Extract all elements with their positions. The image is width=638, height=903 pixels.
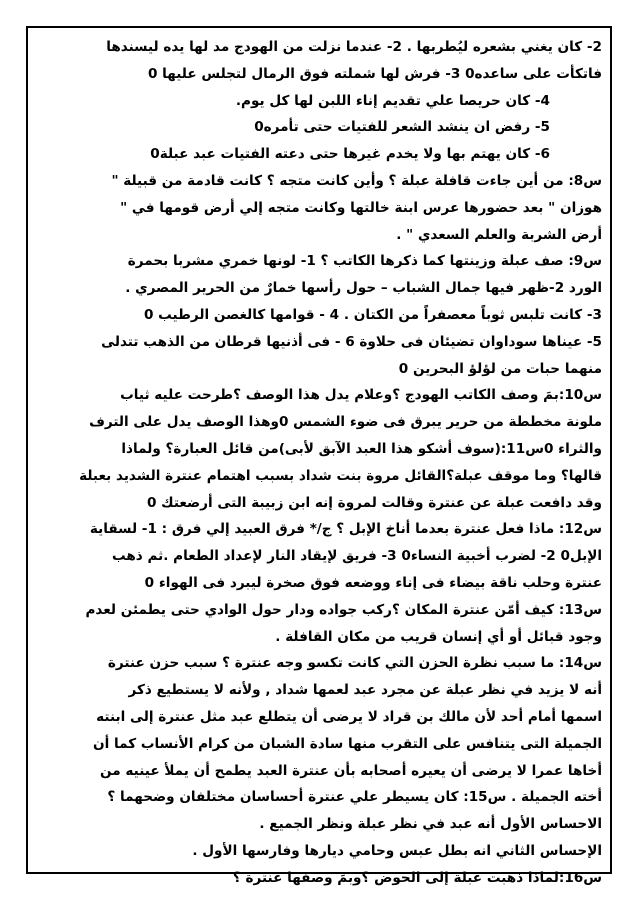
text-line: منهما حبات من لؤلؤ البحرين 0: [398, 360, 602, 377]
text-line: أخته الجميلة . س15: كان يسيطر علي عنترة أحساسان مختلفان وضحهما ؟: [107, 789, 602, 806]
text-line: والثراء 0س11:(سوف أشكو هذا العبد الآبق لأبى)من قائل العبارة؟ ولماذا: [121, 440, 602, 457]
text-line: وجود قبائل أو أي إنسان قريب من مكان القافلة .: [275, 628, 602, 645]
text-line: هوزان " بعد حضورها عرس ابنة خالتها وكانت متجه إلي أرض قومها في ": [120, 199, 602, 216]
text-line: وقد دافعت عبلة عن عنترة وقالت لمروة إنه ابن زبيبة التى أرضعتك 0: [146, 494, 602, 511]
text-line: أرض الشربة والعلم السعدي " .: [396, 226, 602, 243]
text-line: قالها؟ وما موقف عبلة؟القائل مروة بنت شداد بسبب اهتمام عنترة الشديد بعبلة: [79, 467, 602, 484]
text-line: س9: صف عبلة وزينتها كما ذكرها الكاتب ؟ 1- لونها خمري مشربا بحمرة: [127, 253, 602, 270]
text-line: عنترة وحلب ناقة بيضاء فى إناء ووضعه فوق صخرة ليبرد فى الهواء 0: [144, 574, 602, 591]
text-line: س13: كيف أمّن عنترة المكان ؟ركب جواده ودار حول الوادي حتى يطمئن لعدم: [85, 601, 602, 618]
text-line: الورد 2-ظهر فيها جمال الشباب – حول رأسها خمارٌ من الحرير المصري .: [125, 280, 602, 297]
text-line: أخاها عمرا لا يرضى أن يعيره أصحابه بأن عنترة العبد يطمح أن يملأ عينيه من: [100, 762, 602, 779]
text-line: الاحساس الأول أنه عبد في نظر عبلة ونظر الجميع .: [259, 816, 602, 833]
text-line: س8: من أين جاءت قافلة عبلة ؟ وأين كانت متجه ؟ كانت قادمة من قبيلة ": [111, 172, 602, 189]
text-line: 2- كان يغني بشعره ليُطربها . 2- عندما نزلت من الهودج مد لها يده ليسندها: [106, 39, 602, 55]
text-line: س14: ما سبب نظرة الحزن التي كانت تكسو وجه عنترة ؟ سبب حزن عنترة: [107, 655, 602, 672]
text-line: أنه لا يزيد في نظر عبلة عن مجرد عبد لعمها شداد , ولأنه لا يستطيع ذكر: [128, 682, 602, 699]
text-line: ملونة مخططة من حرير يبرق فى ضوء الشمس 0وهذا الوصف يدل على الترف: [89, 414, 602, 431]
document-body: [36, 34, 602, 892]
text-line: الجميلة التى يتنافس على التقرب منها سادة الشبان من كرام الأنساب كما أن: [93, 735, 602, 752]
text-line: فاتكأت على ساعده0 3- فرش لها شملته فوق الرمال لتجلس عليها 0: [147, 65, 602, 82]
text-line: الإبل0 2- لضرب أخبية النساء0 3- فريق لإيقاد النار لإعداد الطعام .ثم ذهب: [111, 548, 602, 565]
text-line: اسمها أمام أحد لأن مالك بن قراد لا يرضى أن يتطلع عبد مثل عنترة إلى ابنته: [96, 708, 602, 725]
document-page: [26, 26, 612, 886]
text-line: س10:بمَ وصف الكاتب الهودج ؟وعلام يدل هذا الوصف ؟طرحت عليه ثياب: [120, 387, 602, 404]
text-line: 6- كان يهتم بها ولا يخدم غيرها حتى دعته الفتيات عبد عبلة0: [150, 146, 550, 163]
text-line: 5- رفض ان ينشد الشعر للفتيات حتى تأمره0: [254, 119, 550, 136]
text-line: الإحساس الثاني انه بطل عبس وحامي ديارها وفارسها الأول .: [192, 842, 602, 859]
text-line: 4- كان حريصا علي تقديم إناء اللبن لها كل يوم.: [235, 92, 550, 109]
text-line: 3- كانت تلبس ثوباً معصفراً من الكتان . 4 - قوامها كالغصن الرطيب 0: [143, 306, 602, 323]
text-line: س12: ماذا فعل عنترة بعدما أناخ الإبل ؟ ج/* فرق العبيد إلي فرق : 1- لسقاية: [89, 521, 602, 538]
text-line: س16:لماذا ذهبت عبلة إلى الحوض ؟وبمَ وصفها عنترة ؟: [232, 869, 602, 886]
text-line: 5- عيناها سوداوان تضيئان فى حلاوة 6 - فى أذنيها قرطان من الذهب تتدلى: [101, 333, 602, 350]
